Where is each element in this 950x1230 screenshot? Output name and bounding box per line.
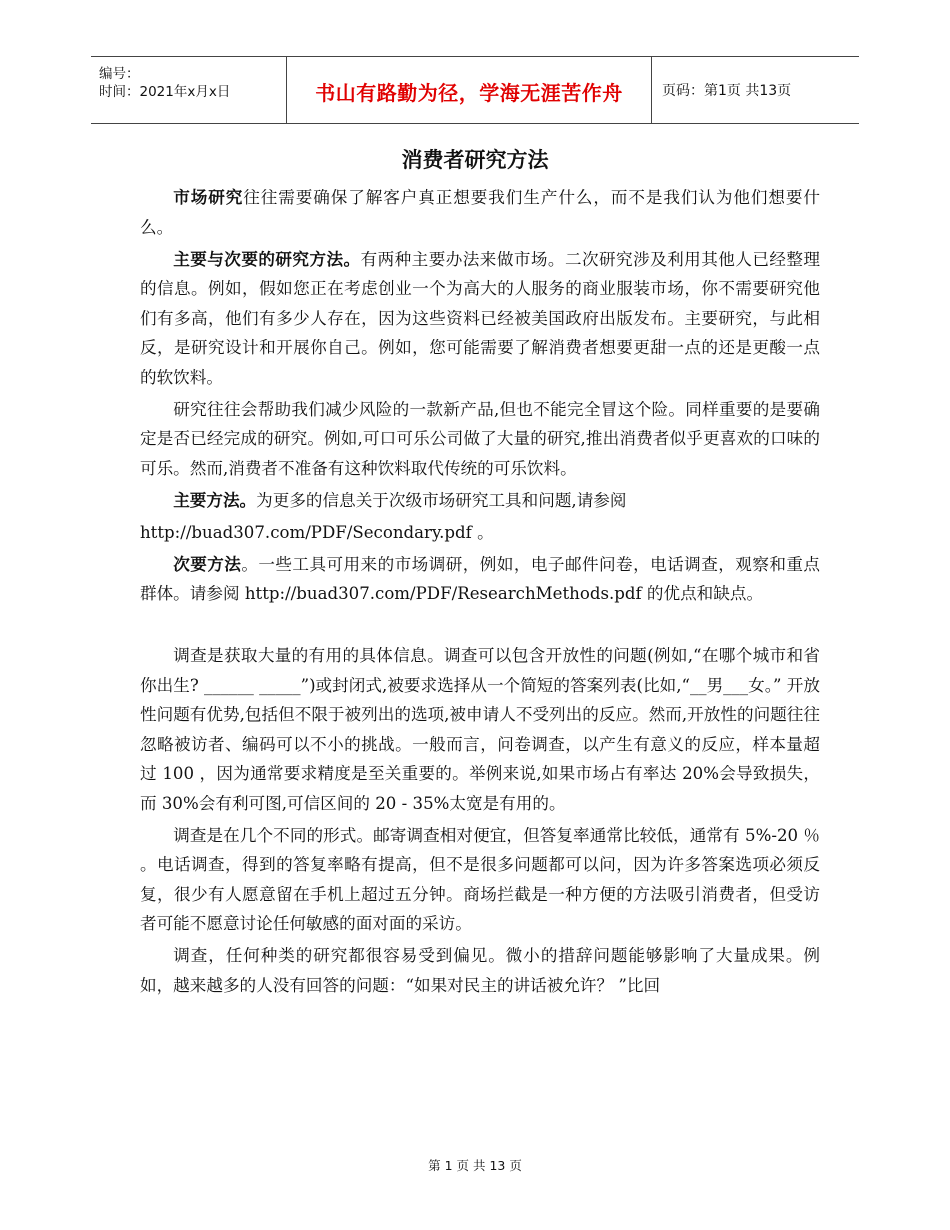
header-page-number: 页码：第1页 共13页 [662,83,792,99]
paragraph-3 [140,395,820,484]
paragraph-1-lead: 市场研究 [173,188,244,207]
paragraph-2-text: 有两种主要办法来做市场。二次研究涉及利用其他人已经整理的信息。例如，假如您正在考虑创业一个为高大的人服务的商业服装市场，你不需要研究他们有多高，他们有多少人存在，因为这些资料已经被美国政府出版发布。主要研究，与此相反，是研究设计和开展你自己。例如，您可能需要了解消费者想要更甜一点的还是更酸一点的软饮料。 [140,249,821,387]
header-motto: 书山有路勤为径，学海无涯苦作舟 [315,80,623,105]
header-number: 编号： [99,66,140,82]
paragraph-8 [140,941,820,1000]
paragraph-7 [140,821,820,939]
paragraph-2 [140,245,820,393]
header-motto-cell [287,57,652,123]
paragraph-5-text: 。一些工具可用来的市场调研，例如，电子邮件问卷，电话调查，观察和重点群体。请参阅 http://buad307.com/PDF/ResearchMethods.pdf 的优点和缺点。 [140,554,821,603]
document-title: 消费者研究方法 [401,148,549,172]
paragraph-2-lead: 主要与次要的研究方法。 [173,249,361,269]
paragraph-1-text: 往往需要确保了解客户真正想要我们生产什么，而不是我们认为他们想要什么。 [140,188,821,237]
header-page-cell [652,57,859,123]
paragraph-1 [140,183,820,242]
paragraph-5 [140,550,820,609]
page-footer: 第 1 页 共 13 页 [428,1158,522,1173]
header-time: 时间：2021年x月x日 [99,84,231,100]
secondary-pdf-link[interactable]: http://buad307.com/PDF/Secondary.pdf 。 [140,522,494,542]
paragraph-6-text: 调查是获取大量的有用的具体信息。调查可以包含开放性的问题(例如,“在哪个城市和省你出生? ______ _____”)或封闭式,被要求选择从一个简短的答案列表(比如,“__男___女。” 开放性问题有优势,包括但不限于被列出的选项,被申请人不受列出的反应。然而,开放性的问题往往忽略被访者、编码可以不小的挑战。一般而言，问卷调查，以产生有意义的反应，样本量超过 100 ，因为通常要求精度是至关重要的。举例来说,如果市场占有率达 20%会导致损失，而 30%会有利可图,可信区间的 20 - 35%太宽是有用的。 [140,646,820,813]
header-info-cell [91,57,287,123]
page-header [91,56,859,124]
paragraph-gap [140,611,820,641]
paragraph-8-text: 调查，任何种类的研究都很容易受到偏见。微小的措辞问题能够影响了大量成果。例如，越来越多的人没有回答的问题：“如果对民主的讲话被允许？ ”比回 [140,946,820,995]
document-body [140,183,820,1003]
paragraph-7-text: 调查是在几个不同的形式。邮寄调查相对便宜，但答复率通常比较低，通常有 5%-20 ％ 。电话调查，得到的答复率略有提高，但不是很多问题都可以问，因为许多答案选项必须反复，很少有人愿意留在手机上超过五分钟。商场拦截是一种方便的方法吸引消费者，但受访者可能不愿意讨论任何敏感的面对面的采访。 [140,825,820,933]
paragraph-5-lead: 次要方法 [173,554,242,574]
paragraph-4-lead: 主要方法。 [173,490,257,510]
paragraph-6 [140,641,820,818]
paragraph-4-link-line [140,518,820,548]
paragraph-3-text: 研究往往会帮助我们减少风险的一款新产品,但也不能完全冒这个险。同样重要的是要确定是否已经完成的研究。例如,可口可乐公司做了大量的研究,推出消费者似乎更喜欢的口味的可乐。然而,消费者不准备有这种饮料取代传统的可乐饮料。 [140,399,820,478]
paragraph-4 [140,486,820,516]
paragraph-4-text: 为更多的信息关于次级市场研究工具和问题,请参阅 [256,490,627,510]
